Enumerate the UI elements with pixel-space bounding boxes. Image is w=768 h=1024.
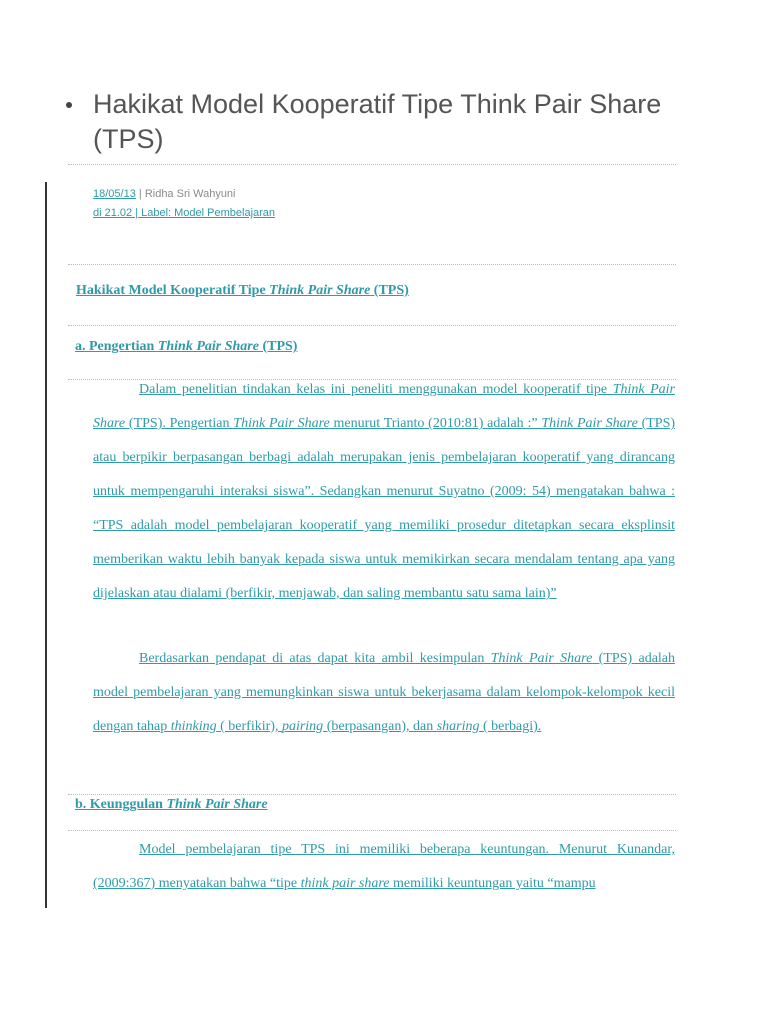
post-date-link[interactable]: 18/05/13 (93, 188, 136, 200)
quote-bar (45, 182, 47, 908)
p2-italic-4: sharing (436, 719, 480, 734)
paragraph-1 (93, 373, 675, 611)
post-title[interactable]: Hakikat Model Kooperatif Tipe Think Pair Share (TPS) (93, 89, 662, 154)
main-heading-pre: Hakikat Model Kooperatif Tipe (76, 283, 270, 298)
section-a-heading (75, 339, 297, 355)
paragraph-2 (93, 642, 675, 744)
p1-text-4: (TPS) atau berpikir berpasangan berbagi adalah merupakan jenis pembelajaran kooperatif yang dirancang untuk mempengaruhi interaksi siswa”. Sedangkan menurut Suyatno (2009: 54) mengatakan bahwa : “TPS adalah model pembelajaran kooperatif yang memiliki prosedur ditetapkan secara eksplinsit memberikan waktu lebih banyak kepada siswa untuk memikirkan secara mendalam tentang apa yang dijelaskan atau dialami (berfikir, menjawab, dan saling membantu satu sama lain)” (93, 416, 676, 601)
p2-text-5: ( berbagi). (479, 719, 542, 734)
p1-italic-2: Think Pair Share (233, 416, 330, 431)
divider (68, 264, 676, 265)
p2-italic-3: pairing (281, 719, 324, 734)
divider (68, 794, 676, 795)
p2-text-3: ( berfikir), (216, 719, 282, 734)
divider (68, 164, 676, 165)
p1-text-2: (TPS). Pengertian (125, 416, 234, 431)
main-heading (76, 283, 409, 299)
p2-text-2: (TPS) adalah model pembelajaran yang memungkinkan siswa untuk bekerjasama dalam kelompok-kelompok kecil dengan tahap (93, 651, 676, 734)
section-b-italic: Think Pair Share (166, 797, 268, 812)
meta-separator: | (135, 188, 145, 200)
section-b-heading (75, 797, 268, 813)
p1-italic-1: Think Pair Share (93, 382, 676, 431)
post-author: Ridha Sri Wahyuni (144, 188, 236, 200)
divider (68, 325, 676, 326)
p3-text-2: memiliki keuntungan yaitu “mampu (389, 876, 596, 891)
main-heading-post: (TPS) (370, 283, 409, 298)
p2-text-1: Berdasarkan pendapat di atas dapat kita ambil kesimpulan (139, 651, 491, 666)
p2-italic-2: thinking (170, 719, 217, 734)
p3-text-1: Model pembelajaran tipe TPS ini memiliki beberapa keuntungan. Menurut Kunandar, (2009:367) menyatakan bahwa “tipe (93, 842, 675, 891)
p1-italic-3: Think Pair Share (541, 416, 638, 431)
divider (68, 830, 676, 831)
section-a-post: (TPS) (258, 339, 298, 354)
section-a-italic: Think Pair Share (157, 339, 259, 354)
p1-text-1: Dalam penelitian tindakan kelas ini peneliti menggunakan model kooperatif tipe (139, 382, 613, 397)
p2-text-4: (berpasangan), dan (323, 719, 437, 734)
bullet-icon (66, 102, 72, 108)
post-time-label-link[interactable]: di 21.02 | Label: Model Pembelajaran (93, 207, 276, 219)
p1-text-3: menurut Trianto (2010:81) adalah :” (329, 416, 542, 431)
main-heading-italic: Think Pair Share (269, 283, 371, 298)
post-time-label (93, 206, 275, 220)
post-meta (93, 187, 236, 201)
paragraph-3 (93, 833, 675, 901)
p3-italic-1: think pair share (300, 876, 390, 891)
p2-italic-1: Think Pair Share (490, 651, 593, 666)
section-a-prefix: a. Pengertian (75, 339, 158, 354)
section-b-prefix: b. Keunggulan (75, 797, 167, 812)
